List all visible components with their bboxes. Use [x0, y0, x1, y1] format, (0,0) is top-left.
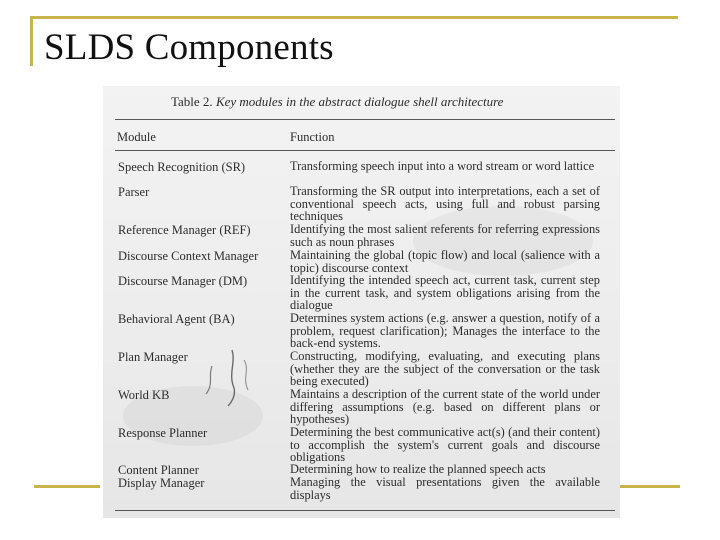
table-caption-text: Key modules in the abstract dialogue shell architecture [215, 94, 504, 109]
module-name: Behavioral Agent (BA) [118, 312, 235, 326]
scanned-table-image [103, 86, 620, 518]
module-function: Maintaining the global (topic flow) and local (salience with a topic) discourse context [290, 248, 600, 275]
module-name: Display Manager [118, 476, 205, 490]
module-name: Discourse Context Manager [118, 249, 259, 263]
slide-frame-top [30, 16, 678, 19]
module-function: Determining how to realize the planned speech acts [290, 462, 546, 476]
module-function: Identifying the intended speech act, current task, current step in the current task, and system obligations arising from the dialogue [290, 273, 600, 313]
module-name: Content Planner [118, 463, 199, 477]
table-header-rule [115, 150, 615, 151]
slide-frame-bottom-right [620, 485, 680, 488]
module-function: Determining the best communicative act(s) (and their content) to accomplish the system's current goals and discourse obligations [290, 425, 600, 465]
module-function: Transforming speech input into a word stream or word lattice [290, 159, 595, 173]
module-name: Reference Manager (REF) [118, 223, 251, 237]
module-name: Discourse Manager (DM) [118, 274, 248, 288]
column-header-module: Module [117, 130, 156, 144]
table-top-rule [115, 119, 615, 120]
module-name: World KB [118, 388, 170, 402]
module-name: Plan Manager [118, 350, 188, 364]
table-caption-number: Table 2. [171, 94, 213, 109]
table-bottom-rule [115, 510, 615, 511]
module-name: Response Planner [118, 426, 208, 440]
module-function: Determines system actions (e.g. answer a question, notify of a problem, request clarification); Manages the interface to the back-end systems. [290, 311, 600, 351]
slide-title: SLDS Components [44, 27, 334, 68]
module-function: Maintains a description of the current state of the world under differing assumptions (e.g. based on different plans or hypotheses) [290, 387, 600, 427]
pencil-sketch-mark [198, 348, 268, 408]
module-function: Constructing, modifying, evaluating, and executing plans (whether they are the subject of the conversation or the task being executed) [290, 349, 600, 389]
slide-frame-bottom-left [34, 485, 100, 488]
module-function: Managing the visual presentations given the available displays [290, 475, 600, 502]
slide-frame-left [30, 16, 33, 66]
modules-table [103, 86, 620, 518]
module-name: Parser [118, 185, 150, 199]
module-function: Transforming the SR output into interpretations, each a set of conventional speech acts, using full and robust parsing techniques [290, 184, 600, 224]
module-name: Speech Recognition (SR) [118, 160, 246, 174]
column-header-function: Function [290, 130, 335, 144]
module-function: Identifying the most salient referents for referring expressions such as noun phrases [290, 222, 600, 249]
